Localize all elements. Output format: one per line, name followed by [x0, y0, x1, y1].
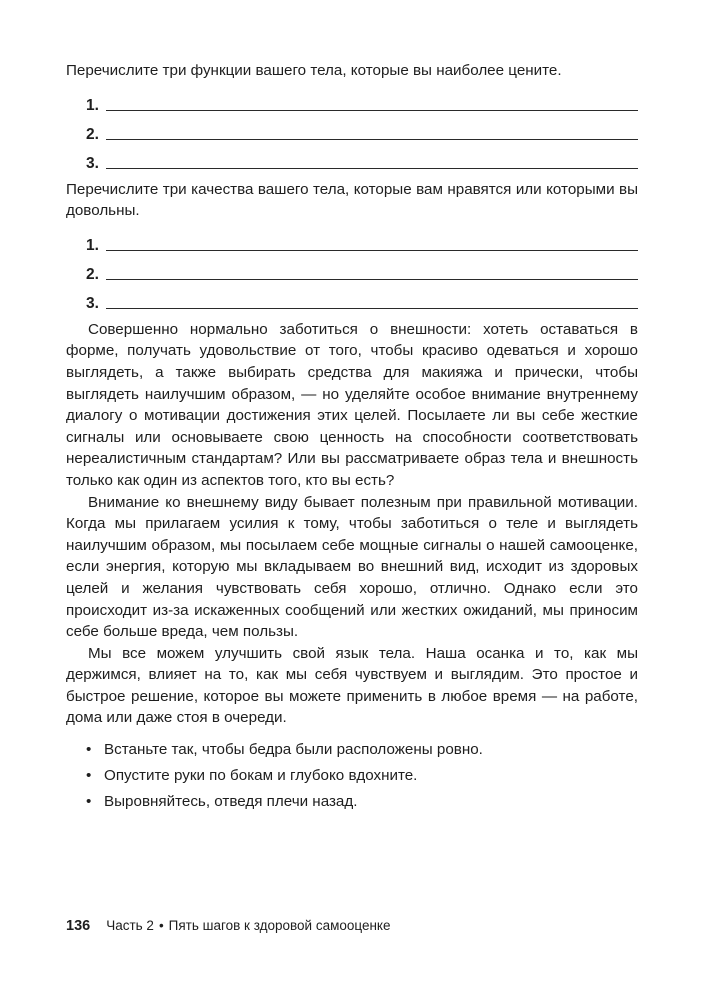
- answer-line[interactable]: [86, 226, 638, 255]
- answer-blank[interactable]: [106, 236, 638, 251]
- page-number: 136: [66, 918, 91, 934]
- bullet-icon: •: [86, 793, 92, 811]
- bullet-icon: •: [86, 741, 92, 759]
- answer-number: 1.: [86, 236, 99, 254]
- exercise-prompt-qualities: Перечислите три качества вашего тела, которые вам нравятся или которыми вы довольны.: [66, 180, 638, 220]
- running-head-chapter: Пять шагов к здоровой самооценке: [168, 918, 391, 933]
- answer-blank[interactable]: [106, 294, 638, 309]
- answer-blank[interactable]: [106, 96, 638, 111]
- list-item: [86, 791, 638, 813]
- body-paragraph: Совершенно нормально заботиться о внешности: хотеть оставаться в форме, получать удовольствие от того, чтобы красиво одеваться и хорошо выглядеть, а также выбирать средства для макияжа и прически, чтобы выглядеть наилучшим образом, — но уделяйте особое внимание внутреннему диалогу о мотивации достижения этих целей. Посылаете ли вы себе жесткие сигналы или основываете свою ценность на способности соответствовать нереалистичным стандартам? Или вы рассматриваете образ тела и внешность только как один из аспектов того, кто вы есть?: [66, 320, 638, 489]
- answer-number: 2.: [86, 125, 99, 143]
- body-paragraph: Мы все можем улучшить свой язык тела. Наша осанка и то, как мы держимся, влияет на то, как мы себя чувствуем и выглядим. Это простое и быстрое решение, которое вы можете применить в любое время — на работе, дома или даже стоя в очереди.: [66, 644, 638, 727]
- answer-number: 3.: [86, 154, 99, 172]
- answer-line[interactable]: [86, 255, 638, 284]
- list-item-text: Опустите руки по бокам и глубоко вдохните.: [104, 767, 418, 785]
- answer-number: 2.: [86, 265, 99, 283]
- page-content: [66, 60, 638, 818]
- list-item-text: Встаньте так, чтобы бедра были расположены ровно.: [104, 741, 483, 759]
- page-footer: [66, 916, 391, 936]
- running-head-separator: •: [158, 918, 164, 933]
- answer-number: 3.: [86, 294, 99, 312]
- bullet-icon: •: [86, 767, 92, 785]
- list-item-text: Выровняйтесь, отведя плечи назад.: [104, 793, 358, 811]
- answer-blank[interactable]: [106, 125, 638, 140]
- answer-number: 1.: [86, 96, 99, 114]
- answer-blank[interactable]: [106, 265, 638, 280]
- body-paragraph: Внимание ко внешнему виду бывает полезным при правильной мотивации. Когда мы прилагаем усилия к тому, чтобы заботиться о теле и выглядеть наилучшим образом, мы посылаем себе мощные сигналы о нашей самооценке, если энергия, которую мы вкладываем во внешний вид, исходит из здоровых целей и желания чувствовать себя хорошо, отлично. Однако если это происходит из-за искаженных сообщений или жестких ожиданий, мы приносим себе больше вреда, чем пользы.: [66, 493, 638, 641]
- list-item: [86, 739, 638, 761]
- answer-lines-qualities: [66, 226, 638, 313]
- exercise-prompt-functions: Перечислите три функции вашего тела, которые вы наиболее цените.: [66, 62, 562, 79]
- answer-lines-functions: [66, 86, 638, 173]
- bullet-list: [66, 739, 638, 813]
- answer-line[interactable]: [86, 144, 638, 173]
- answer-line[interactable]: [86, 284, 638, 313]
- answer-line[interactable]: [86, 115, 638, 144]
- list-item: [86, 765, 638, 787]
- running-head-part: Часть 2: [106, 918, 154, 933]
- answer-line[interactable]: [86, 86, 638, 115]
- answer-blank[interactable]: [106, 154, 638, 169]
